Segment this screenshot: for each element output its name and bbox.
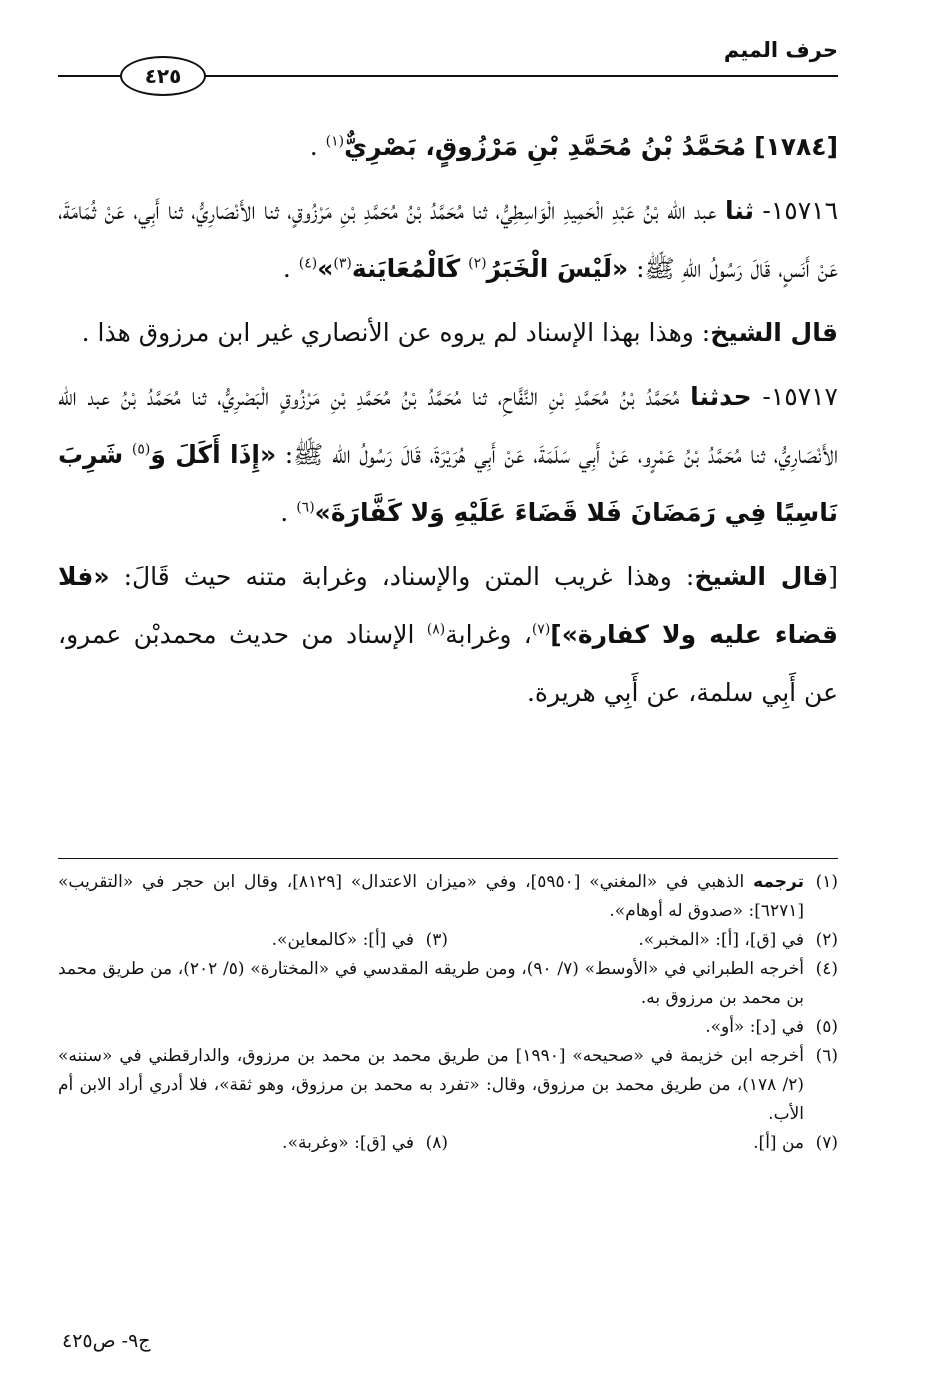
footnote-number: (٨) [425, 1133, 448, 1153]
hadith-matn: شَرِبَ نَاسِيًا فِي رَمَضَانَ فَلا قَضَاءَ عَلَيْهِ وَلا كَفَّارَةَ» [58, 440, 838, 527]
commentary-quote: «فلا قضاء عليه ولا كفارة»] [58, 562, 839, 649]
hadith-lead: حدثنا [690, 382, 752, 411]
footnote-number: (٥) [815, 1017, 838, 1037]
footnote-pair-7-8 [58, 1129, 838, 1158]
footnotes [58, 868, 838, 1158]
footnote-number: (٦) [815, 1046, 838, 1066]
footnote-body: أخرجه الطبراني في «الأوسط» (٧/ ٩٠)، ومن طريقه المقدسي في «المختارة» (٥/ ٢٠٢)، من طريق محمد بن محمد بن مرزوق به. [58, 959, 804, 1008]
commentary-text: ، وغرابة [445, 620, 532, 649]
footnote-ref: (٣) [333, 255, 352, 272]
main-text [58, 118, 838, 728]
footnote-ref: (٥) [131, 441, 151, 458]
hadith-end: . [280, 498, 289, 527]
footnote-ref: (١) [325, 133, 345, 150]
quote-close: » [317, 254, 334, 283]
footnote-number: (٢) [815, 930, 838, 950]
hadith-matn: كَالْمُعَايَنة [351, 254, 461, 283]
footnote-number: (٣) [425, 930, 448, 950]
footnote-1 [58, 868, 838, 926]
entry-name: مُحَمَّدُ بْنُ مُحَمَّدِ بْنِ مَرْزُوقٍ، بَصْرِيٌّ [344, 132, 747, 161]
footnote-number: (٤) [815, 959, 838, 979]
commentary-lead: قال الشيخ [694, 562, 829, 591]
commentary-text: : وهذا غريب المتن والإسناد، وغرابة متنه حيث قَالَ: [123, 562, 695, 591]
volume-page-signature: ج٩- ص٤٢٥ [62, 1330, 151, 1352]
hadith-15716 [58, 182, 838, 298]
footnote-body: في [د]: «أو». [705, 1017, 804, 1037]
hadith-lead: ثنا [725, 196, 754, 225]
hadith-number: ١٥٧١٦- [762, 196, 838, 225]
footnote-ref: (٧) [531, 621, 551, 638]
hadith-isnad: مُحَمَّدُ بْنُ مُحَمَّدِ بْنِ النَّفَّاحِ، ثنا مُحَمَّدُ بْنُ مُحَمَّدِ بْنِ مَرْزُوقٍ الْبَصْرِيُّ، ثنا مُحَمَّدُ بْنُ عبد الله الأَنْصَارِيُّ، ثنا مُحَمَّدُ بْنُ عَمْرٍو، عَنْ أَبِي سَلَمَةَ، عَنْ أَبِي هُرَيْرَةَ، قَالَ رَسُولُ الله ﷺ: [58, 382, 839, 469]
footnote-body: في [ق]، [أ]: «المخبر». [638, 930, 804, 950]
page-number: ٤٢٥ [144, 64, 182, 88]
footnote-7 [448, 1129, 838, 1158]
footnote-number: (١) [815, 872, 838, 892]
footnote-4 [58, 955, 838, 1013]
footnote-2 [448, 926, 838, 955]
hadith-number: ١٥٧١٧- [762, 382, 838, 411]
hadith-15717 [58, 368, 838, 542]
commentary-text: الإسناد من حديث محمدبْن عمرو، عن أَبِي سلمة، عن أَبِي هريرة. [58, 620, 838, 707]
footnote-ref: (٦) [296, 499, 315, 516]
hadith-end: . [282, 254, 291, 283]
commentary-2 [58, 548, 838, 722]
footnote-6 [58, 1042, 838, 1129]
bracket-open: [ [828, 562, 838, 591]
running-head: حرف الميم [723, 38, 838, 62]
commentary-1 [58, 304, 838, 362]
footnote-body: أخرجه ابن خزيمة في «صحيحه» [١٩٩٠] من طريق محمد بن محمد بن مرزوق، والدارقطني في «سننه» (٢/ ١٧٨)، من طريق محمد بن مرزوق، وقال: «تفرد به محمد بن مرزوق، وهو ثقة»، فلا أدري أراد الابن أم الأب. [58, 1046, 804, 1124]
footnote-3 [58, 926, 448, 955]
footnote-divider [58, 858, 838, 859]
footnote-lead: ترجمه [753, 872, 805, 892]
footnote-8 [58, 1129, 448, 1158]
page-number-oval [120, 56, 206, 96]
commentary-text: : وهذا بهذا الإسناد لم يروه عن الأنصاري غير ابن مرزوق هذا . [81, 318, 711, 347]
entry-number: [١٧٨٤] [754, 132, 838, 161]
footnote-body: في [أ]: «كالمعاين». [271, 930, 414, 950]
footnote-body: من [أ]. [753, 1133, 804, 1153]
hadith-matn: «لَيْسَ الْخَبَرُ [486, 254, 629, 283]
hadith-isnad: عبد الله بْنُ عَبْدِ الْحَمِيدِ الْوَاسِطِيُّ، ثنا مُحَمَّدُ بْنُ مُحَمَّدِ بْنِ مَرْزُوقٍ، ثنا الأَنْصَارِيُّ، ثنا أَبِي، عَنْ ثُمَامَةَ، عَنْ أَنَسٍ، قَالَ رَسُولُ اللهِ ﷺ: [58, 196, 838, 283]
hadith-matn: «إِذَا أَكَلَ وَ [150, 440, 277, 469]
footnote-ref: (٨) [426, 621, 446, 638]
footnote-number: (٧) [815, 1133, 838, 1153]
footnote-body: الذهبي في «المغني» [٥٩٥٠]، وفي «ميزان الاعتدال» [٨١٢٩]، وقال ابن حجر في «التقريب» [٦٢٧١]: «صدوق له أوهام». [58, 872, 804, 921]
commentary-lead: قال الشيخ [710, 318, 838, 347]
entry-heading [58, 118, 838, 176]
entry-end: . [309, 132, 318, 161]
footnote-body: في [ق]: «وغربة». [282, 1133, 414, 1153]
footnote-ref: (٢) [468, 255, 487, 272]
footnote-text [58, 868, 804, 926]
footnote-5 [58, 1013, 838, 1042]
footnote-pair-2-3 [58, 926, 838, 955]
footnote-ref: (٤) [298, 255, 318, 272]
